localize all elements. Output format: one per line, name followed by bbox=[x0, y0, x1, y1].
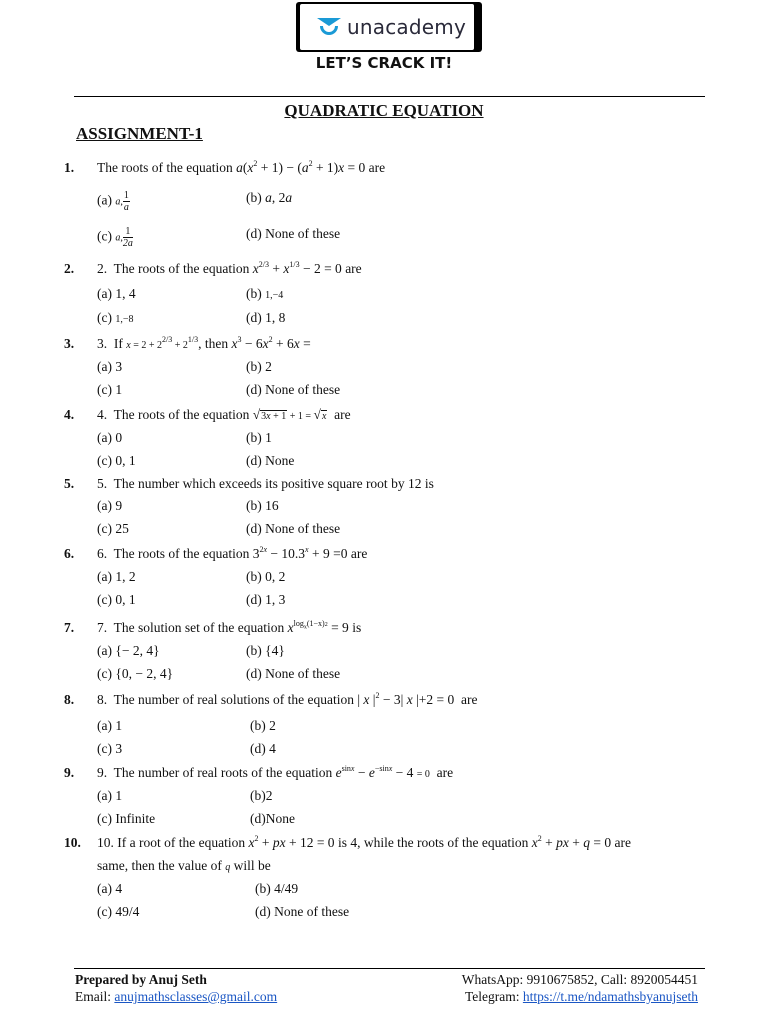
option[interactable]: (b) 1,−4 bbox=[246, 286, 284, 301]
option[interactable]: (b) 16 bbox=[246, 498, 279, 513]
email-link[interactable]: anujmathsclasses@gmail.com bbox=[114, 989, 278, 1004]
option[interactable]: (a) 9 bbox=[97, 498, 123, 513]
option[interactable]: (a) 1, 4 bbox=[97, 286, 136, 301]
option[interactable]: (b) 0, 2 bbox=[246, 569, 286, 584]
option[interactable]: (a) 4 bbox=[97, 881, 123, 896]
option[interactable]: (b) 2 bbox=[246, 359, 272, 374]
telegram-line: Telegram: https://t.me/ndamathsbyanujseth bbox=[464, 989, 698, 1004]
option[interactable]: (b) 4/49 bbox=[255, 881, 299, 896]
question-number: 10. bbox=[64, 835, 81, 850]
question-number: 3. bbox=[64, 336, 75, 351]
option[interactable]: (c) 0, 1 bbox=[97, 453, 136, 468]
option[interactable]: (b) {4} bbox=[246, 643, 285, 658]
question-number: 2. bbox=[64, 261, 75, 276]
question-number: 7. bbox=[64, 620, 75, 635]
option[interactable]: (d)None bbox=[250, 811, 295, 826]
footer-divider bbox=[74, 968, 705, 969]
option[interactable]: (c) 49/4 bbox=[97, 904, 140, 919]
question-number: 4. bbox=[64, 407, 75, 422]
option[interactable]: (c) {0, − 2, 4} bbox=[97, 666, 174, 681]
option[interactable]: (a) 1 bbox=[97, 718, 123, 733]
option[interactable]: (c) 25 bbox=[97, 521, 129, 536]
question-1-text: The roots of the equation $a(x^2 + 1) - (a^2 + 1)x = 0$ are bbox=[97, 159, 386, 175]
option[interactable]: (d) 4 bbox=[250, 741, 276, 756]
option[interactable]: (d) None of these bbox=[246, 666, 341, 681]
question-number: 5. bbox=[64, 476, 75, 491]
question-2-text: 2. The roots of the equation $x^{2/3} + x^{1/3} - 2 = 0$ are bbox=[97, 260, 362, 276]
prepared-by: Prepared by Anuj Seth bbox=[75, 972, 207, 987]
whatsapp-line: WhatsApp: 9910675852, Call: 8920054451 bbox=[461, 972, 698, 987]
question-6-text: 6. The roots of the equation $3^{2x} - 10.3^x + 9 =0$ are bbox=[97, 545, 368, 561]
question-3-text: 3. If $x = 2 + 2^{2/3} + 2^{1/3}$, then $x^3 - 6x^2 + 6x$ = bbox=[97, 335, 311, 351]
header-divider bbox=[74, 96, 705, 97]
unacademy-logo bbox=[296, 2, 482, 52]
option[interactable]: (c) 0, 1 bbox=[97, 592, 136, 607]
question-number: 1. bbox=[64, 160, 75, 175]
question-4-text: 4. The roots of the equation √3x + 1 + 1 = √x are bbox=[97, 407, 351, 422]
question-number: 9. bbox=[64, 765, 75, 780]
tagline: LET’S CRACK IT! bbox=[315, 54, 453, 72]
question-9-text: 9. The number of real roots of the equation $e^{sinx} - e^{-sinx} - 4 = 0$ are bbox=[97, 764, 454, 780]
option[interactable]: (a) 0 bbox=[97, 430, 123, 445]
option[interactable]: (c) a, $\frac{1}{2a}$ bbox=[97, 226, 133, 249]
option[interactable]: (d) 1, 8 bbox=[246, 310, 286, 325]
email-line: Email: anujmathsclasses@gmail.com bbox=[75, 989, 278, 1004]
assignment-heading: ASSIGNMENT-1 bbox=[76, 124, 203, 143]
question-8-text: 8. The number of real solutions of the equation | x $|^2 - 3|$ x |+2 = 0 are bbox=[97, 691, 478, 707]
option[interactable]: (c) 1 bbox=[97, 382, 123, 397]
option[interactable]: (b) a, 2a bbox=[246, 190, 293, 205]
question-10-text: 10. If a root of the equation $x^2$ + px + 12 = 0 is 4, while the roots of the equation $x^2$ + px + q = 0 are bbox=[97, 834, 632, 850]
option[interactable]: (a) {− 2, 4} bbox=[97, 643, 160, 658]
question-7-text: 7. The solution set of the equation $x^{log_x(1-x)2} = 9$ is bbox=[97, 619, 362, 635]
option[interactable]: (b) 2 bbox=[250, 718, 276, 733]
option[interactable]: (d) None of these bbox=[246, 521, 341, 536]
telegram-link[interactable]: https://t.me/ndamathsbyanujseth bbox=[522, 989, 698, 1004]
option[interactable]: (c) Infinite bbox=[97, 811, 156, 826]
page-title: QUADRATIC EQUATION bbox=[284, 101, 484, 120]
option[interactable]: (d) None of these bbox=[246, 226, 341, 241]
option[interactable]: (b)2 bbox=[250, 788, 273, 803]
option[interactable]: (d) 1, 3 bbox=[246, 592, 286, 607]
option[interactable]: (d) None bbox=[246, 453, 295, 468]
option[interactable]: (a) a, $\frac{1}{a}$ bbox=[97, 190, 129, 213]
question-10-text-cont: same, then the value of q will be bbox=[97, 858, 271, 873]
option[interactable]: (a) 1 bbox=[97, 788, 123, 803]
question-number: 8. bbox=[64, 692, 75, 707]
option[interactable]: (c) 3 bbox=[97, 741, 123, 756]
option[interactable]: (a) 1, 2 bbox=[97, 569, 136, 584]
option[interactable]: (d) None of these bbox=[246, 382, 341, 397]
logo-text: unacademy bbox=[347, 15, 466, 39]
option[interactable]: (b) 1 bbox=[246, 430, 272, 445]
question-5-text: 5. The number which exceeds its positive square root by 12 is bbox=[97, 476, 434, 491]
option[interactable]: (a) 3 bbox=[97, 359, 123, 374]
option[interactable]: (c) 1,−8 bbox=[97, 310, 134, 325]
question-number: 6. bbox=[64, 546, 75, 561]
unacademy-logo-icon bbox=[316, 16, 342, 38]
option[interactable]: (d) None of these bbox=[255, 904, 350, 919]
